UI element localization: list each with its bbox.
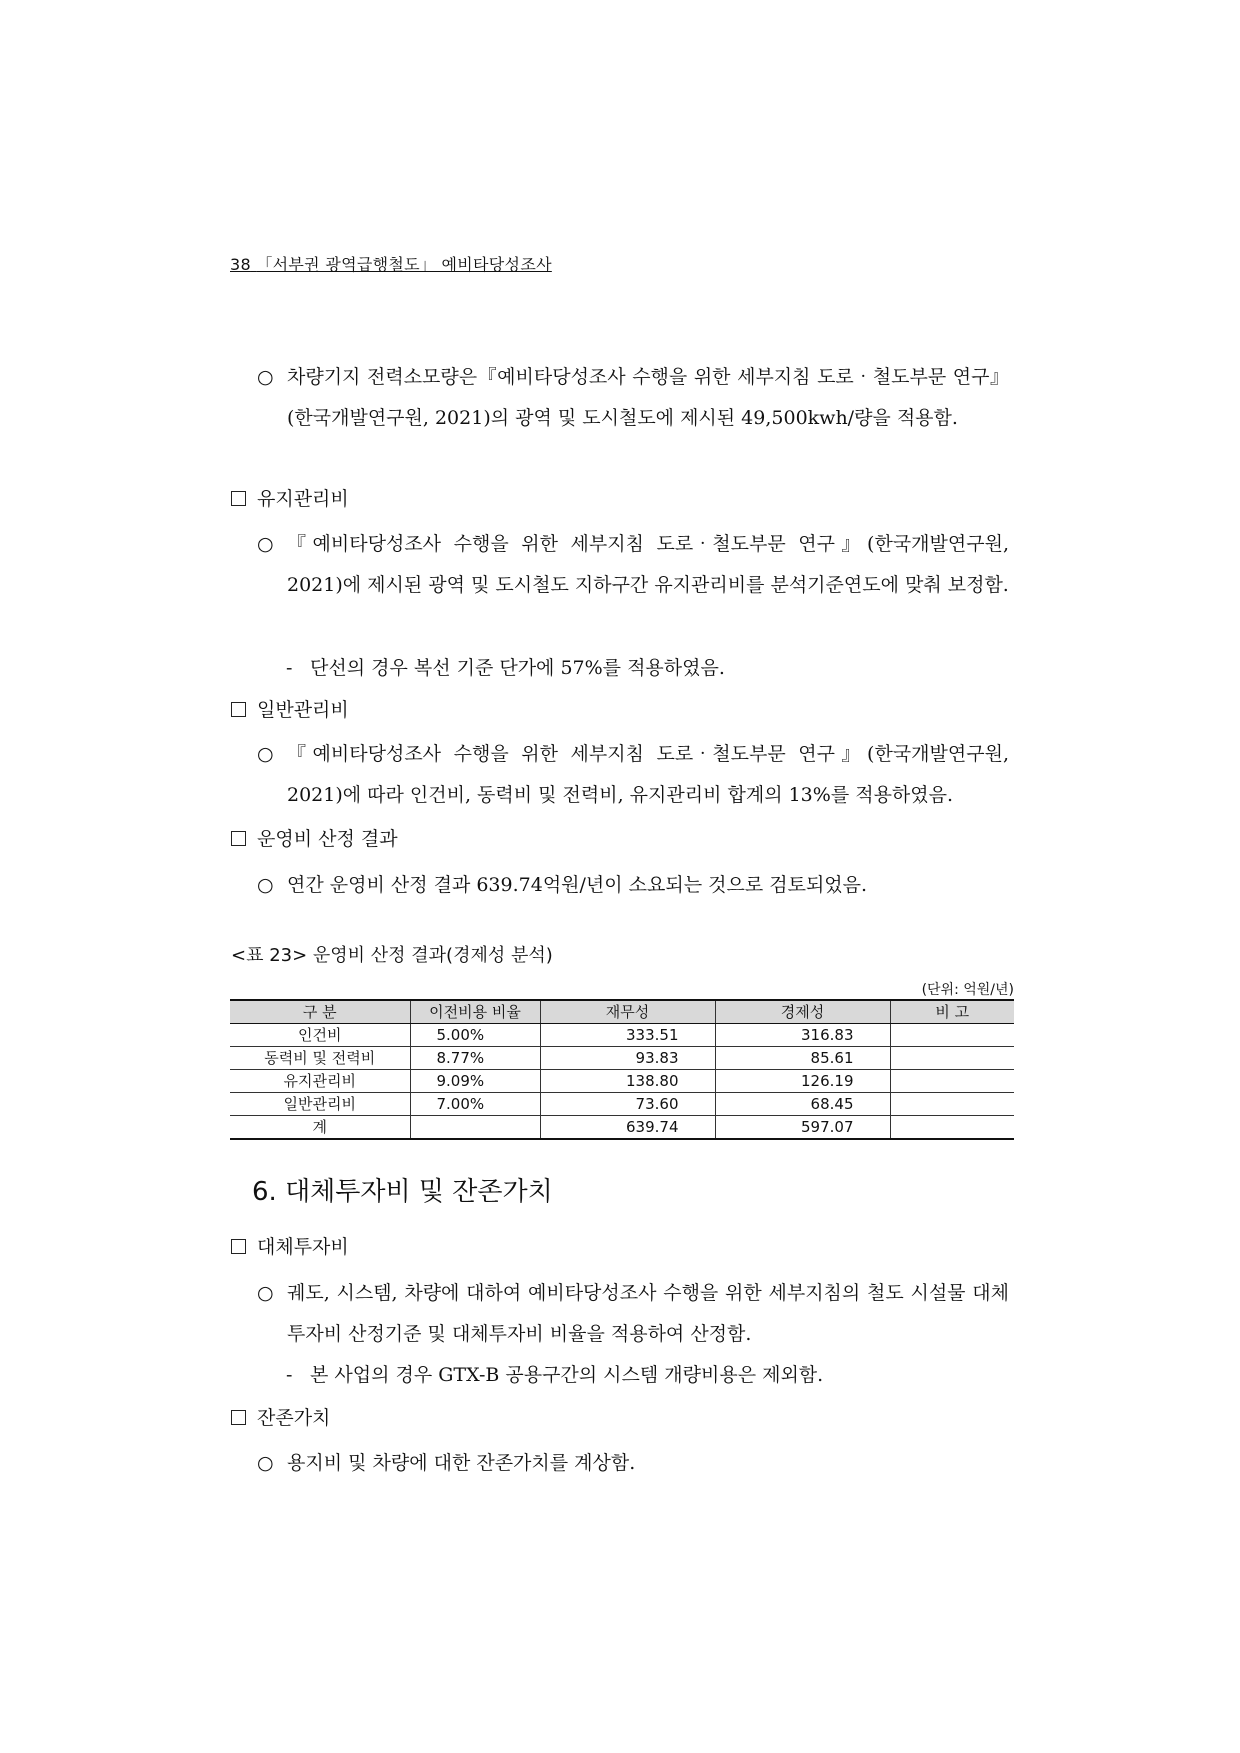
section-6-title: 6. 대체투자비 및 잔존가치 (252, 1177, 553, 1207)
checkbox-square-icon (231, 831, 246, 846)
table-row: 일반관리비 7.00% 73.60 68.45 (230, 1093, 1014, 1116)
checkbox-square-icon (231, 1410, 246, 1425)
table-row: 유지관리비 9.09% 138.80 126.19 (230, 1070, 1014, 1093)
table-row: 인건비 5.00% 333.51 316.83 (230, 1024, 1014, 1047)
checkbox-square-icon (231, 491, 246, 506)
checkbox-square-icon (231, 702, 246, 717)
running-header (230, 252, 552, 275)
operating-result-heading: 운영비 산정 결과 (231, 819, 398, 860)
maintenance-subnote: - 단선의 경우 복선 기준 단가에 57%를 적용하였음. (286, 648, 1006, 689)
residual-value-heading: 잔존가치 (231, 1398, 330, 1439)
circle-bullet: ○ (257, 1452, 274, 1474)
header-financial: 재무성 (540, 1000, 715, 1024)
maintenance-heading: 유지관리비 (231, 479, 349, 520)
maintenance-paragraph: ○ 『예비타당성조사 수행을 위한 세부지침 도로‧철도부문 연구』(한국개발연구원, 2021)에 제시된 광역 및 도시철도 지하구간 유지관리비를 분석기준연도에 맞춰 보정함. (257, 524, 1009, 606)
header-transfer-ratio: 이전비용 비율 (410, 1000, 540, 1024)
operating-cost-table (230, 999, 1014, 1140)
header-remarks: 비 고 (890, 1000, 1014, 1024)
residual-value-paragraph: ○ 용지비 및 차량에 대한 잔존가치를 계상함. (257, 1443, 1009, 1484)
replacement-investment-heading: 대체투자비 (231, 1227, 349, 1268)
power-consumption-paragraph: ○ 차량기지 전력소모량은『예비타당성조사 수행을 위한 세부지침 도로‧철도부문 연구』(한국개발연구원, 2021)의 광역 및 도시철도에 제시된 49,500kwh/량을 적용함. (257, 357, 1009, 439)
checkbox-square-icon (231, 1239, 246, 1254)
circle-bullet: ○ (257, 743, 274, 765)
circle-bullet: ○ (257, 874, 274, 896)
table-total-row: 계 639.74 597.07 (230, 1116, 1014, 1140)
dash-bullet: - (286, 1364, 293, 1386)
replacement-investment-subnote: - 본 사업의 경우 GTX-B 공용구간의 시스템 개량비용은 제외함. (286, 1355, 1006, 1396)
circle-bullet: ○ (257, 366, 274, 388)
general-admin-paragraph: ○ 『예비타당성조사 수행을 위한 세부지침 도로‧철도부문 연구』(한국개발연구원, 2021)에 따라 인건비, 동력비 및 전력비, 유지관리비 합계의 13%를 적용하였음. (257, 734, 1009, 816)
table-header-row (230, 1000, 1014, 1024)
document-title: 「서부권 광역급행철도」 예비타당성조사 (256, 255, 552, 274)
dash-bullet: - (286, 657, 293, 679)
circle-bullet: ○ (257, 533, 274, 555)
header-economic: 경제성 (715, 1000, 890, 1024)
table-row: 동력비 및 전력비 8.77% 93.83 85.61 (230, 1047, 1014, 1070)
table-caption: <표 23> 운영비 산정 결과(경제성 분석) (231, 945, 553, 966)
table-unit: (단위: 억원/년) (921, 982, 1014, 998)
general-admin-heading: 일반관리비 (231, 690, 349, 731)
page-number: 38 (230, 255, 251, 274)
replacement-investment-paragraph: ○ 궤도, 시스템, 차량에 대하여 예비타당성조사 수행을 위한 세부지침의 철도 시설물 대체투자비 산정기준 및 대체투자비 비율을 적용하여 산정함. (257, 1273, 1009, 1355)
header-category: 구 분 (230, 1000, 410, 1024)
circle-bullet: ○ (257, 1282, 274, 1304)
operating-result-paragraph: ○ 연간 운영비 산정 결과 639.74억원/년이 소요되는 것으로 검토되었음. (257, 865, 1009, 906)
